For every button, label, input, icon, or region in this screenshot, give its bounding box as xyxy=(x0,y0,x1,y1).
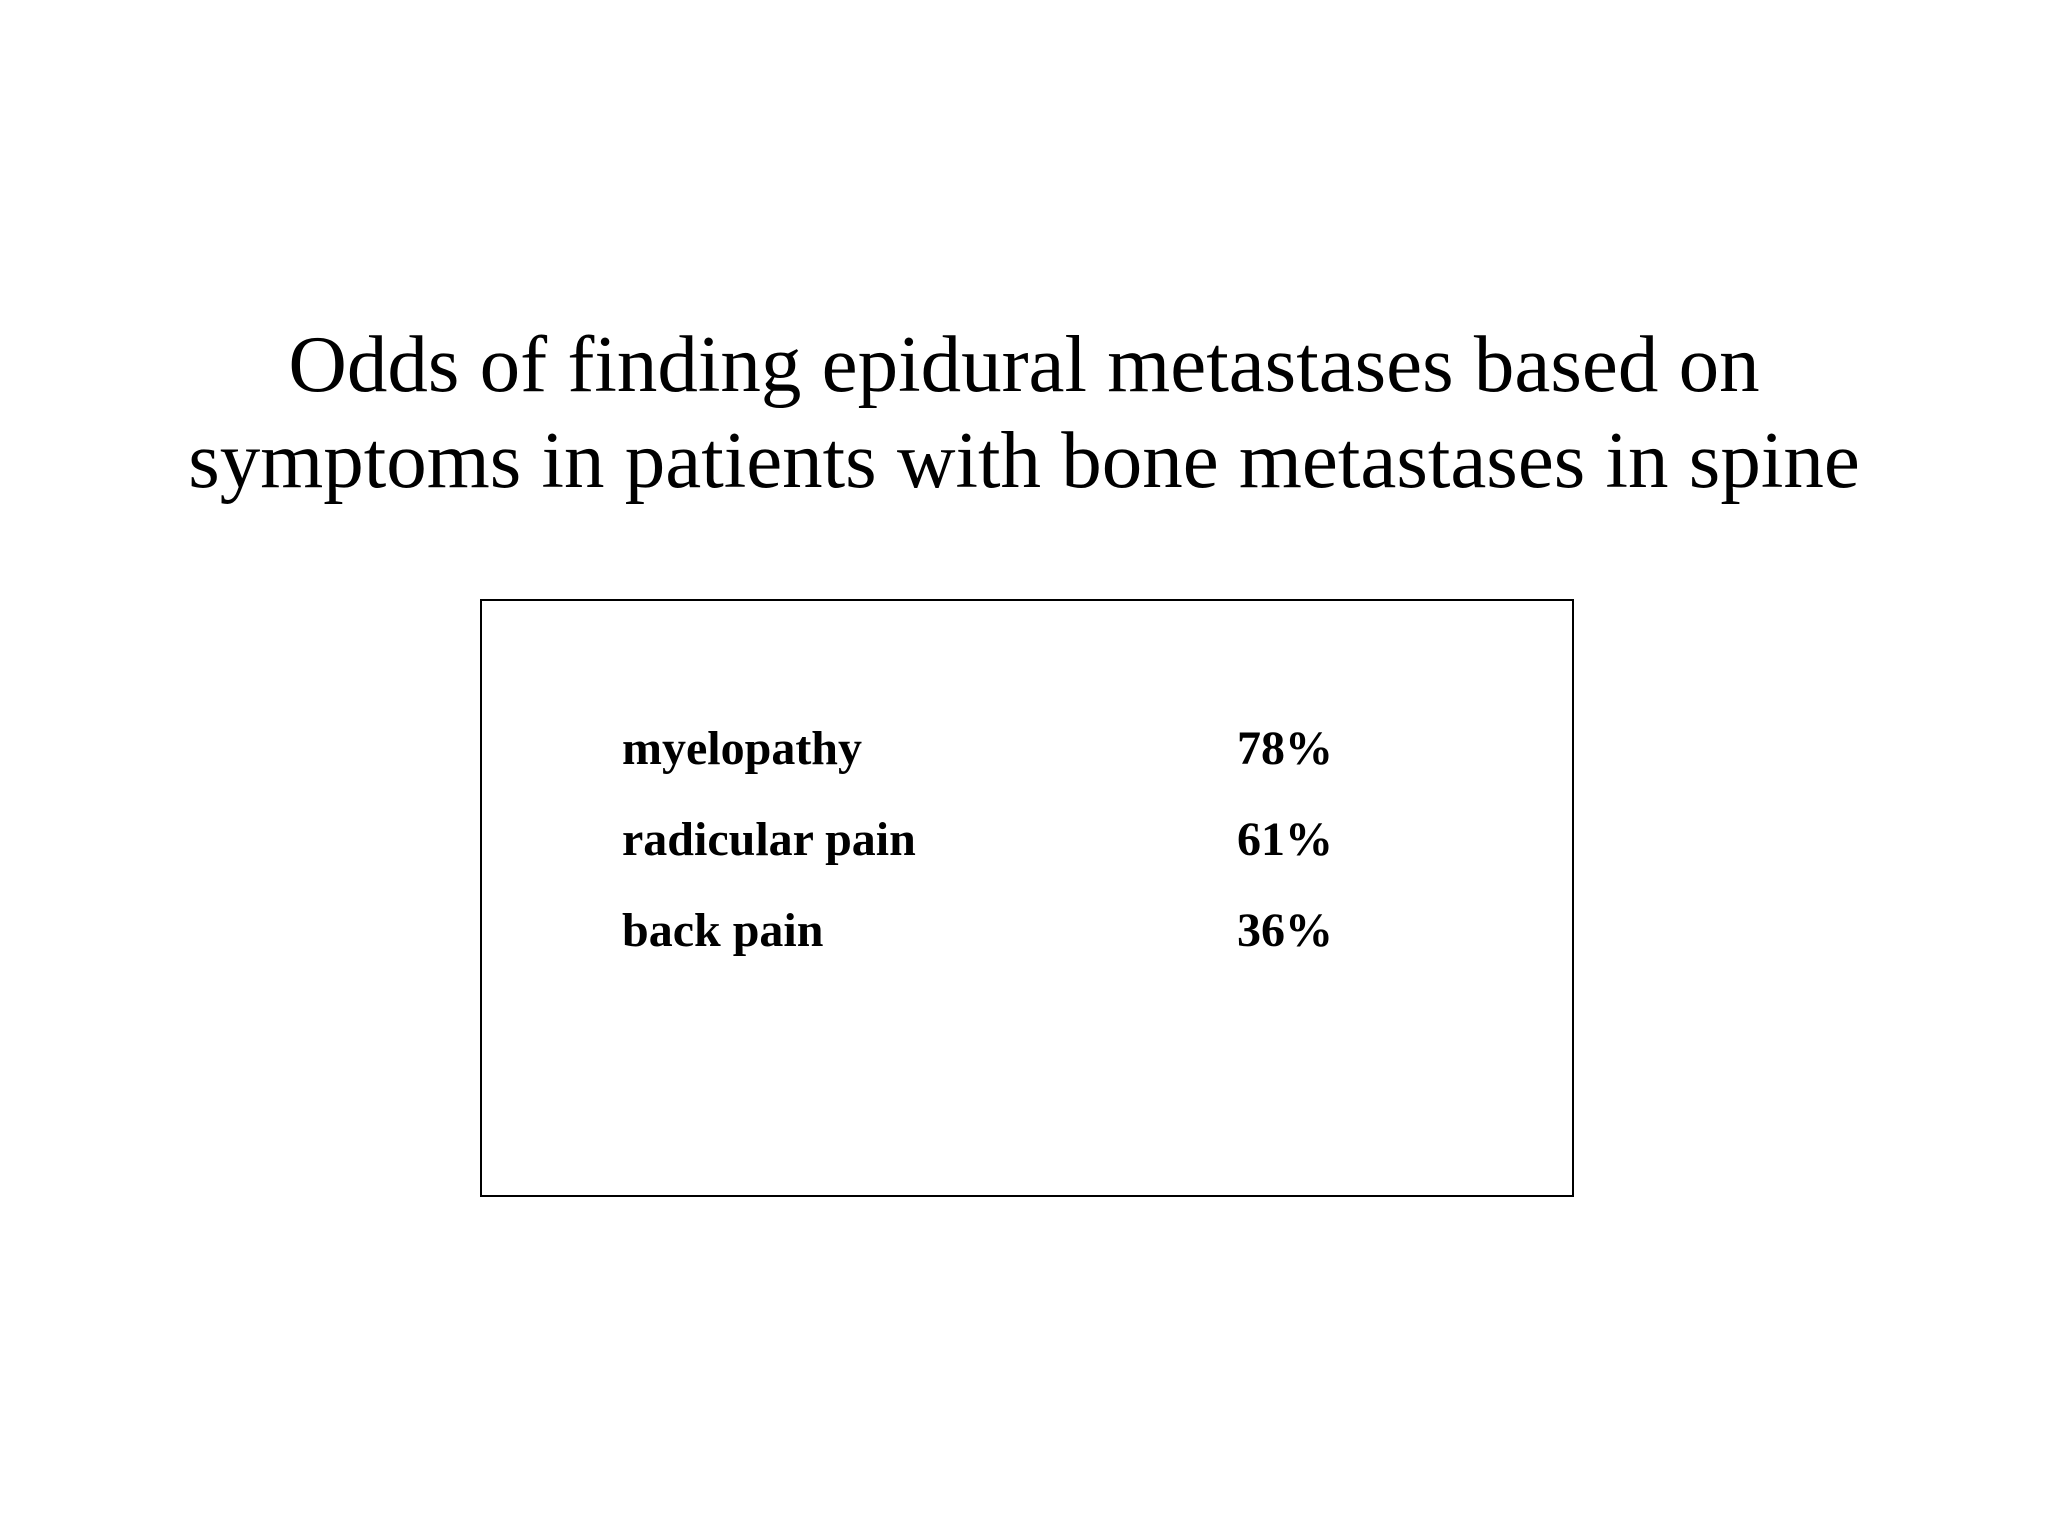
odds-value: 36% xyxy=(1237,904,1333,957)
symptom-label: back pain xyxy=(622,904,824,957)
symptom-row-radicular-pain xyxy=(622,810,1522,870)
odds-value: 61% xyxy=(1237,813,1333,866)
symptom-row-myelopathy xyxy=(622,719,1522,779)
slide-title xyxy=(0,316,2048,508)
symptom-label: myelopathy xyxy=(622,722,862,775)
title-line-1: Odds of finding epidural metastases based on xyxy=(288,319,1760,409)
title-line-2: symptoms in patients with bone metastases in spine xyxy=(188,415,1860,505)
symptom-label: radicular pain xyxy=(622,813,916,866)
symptom-odds-box xyxy=(480,599,1574,1197)
symptom-row-back-pain xyxy=(622,901,1522,961)
odds-value: 78% xyxy=(1237,722,1333,775)
